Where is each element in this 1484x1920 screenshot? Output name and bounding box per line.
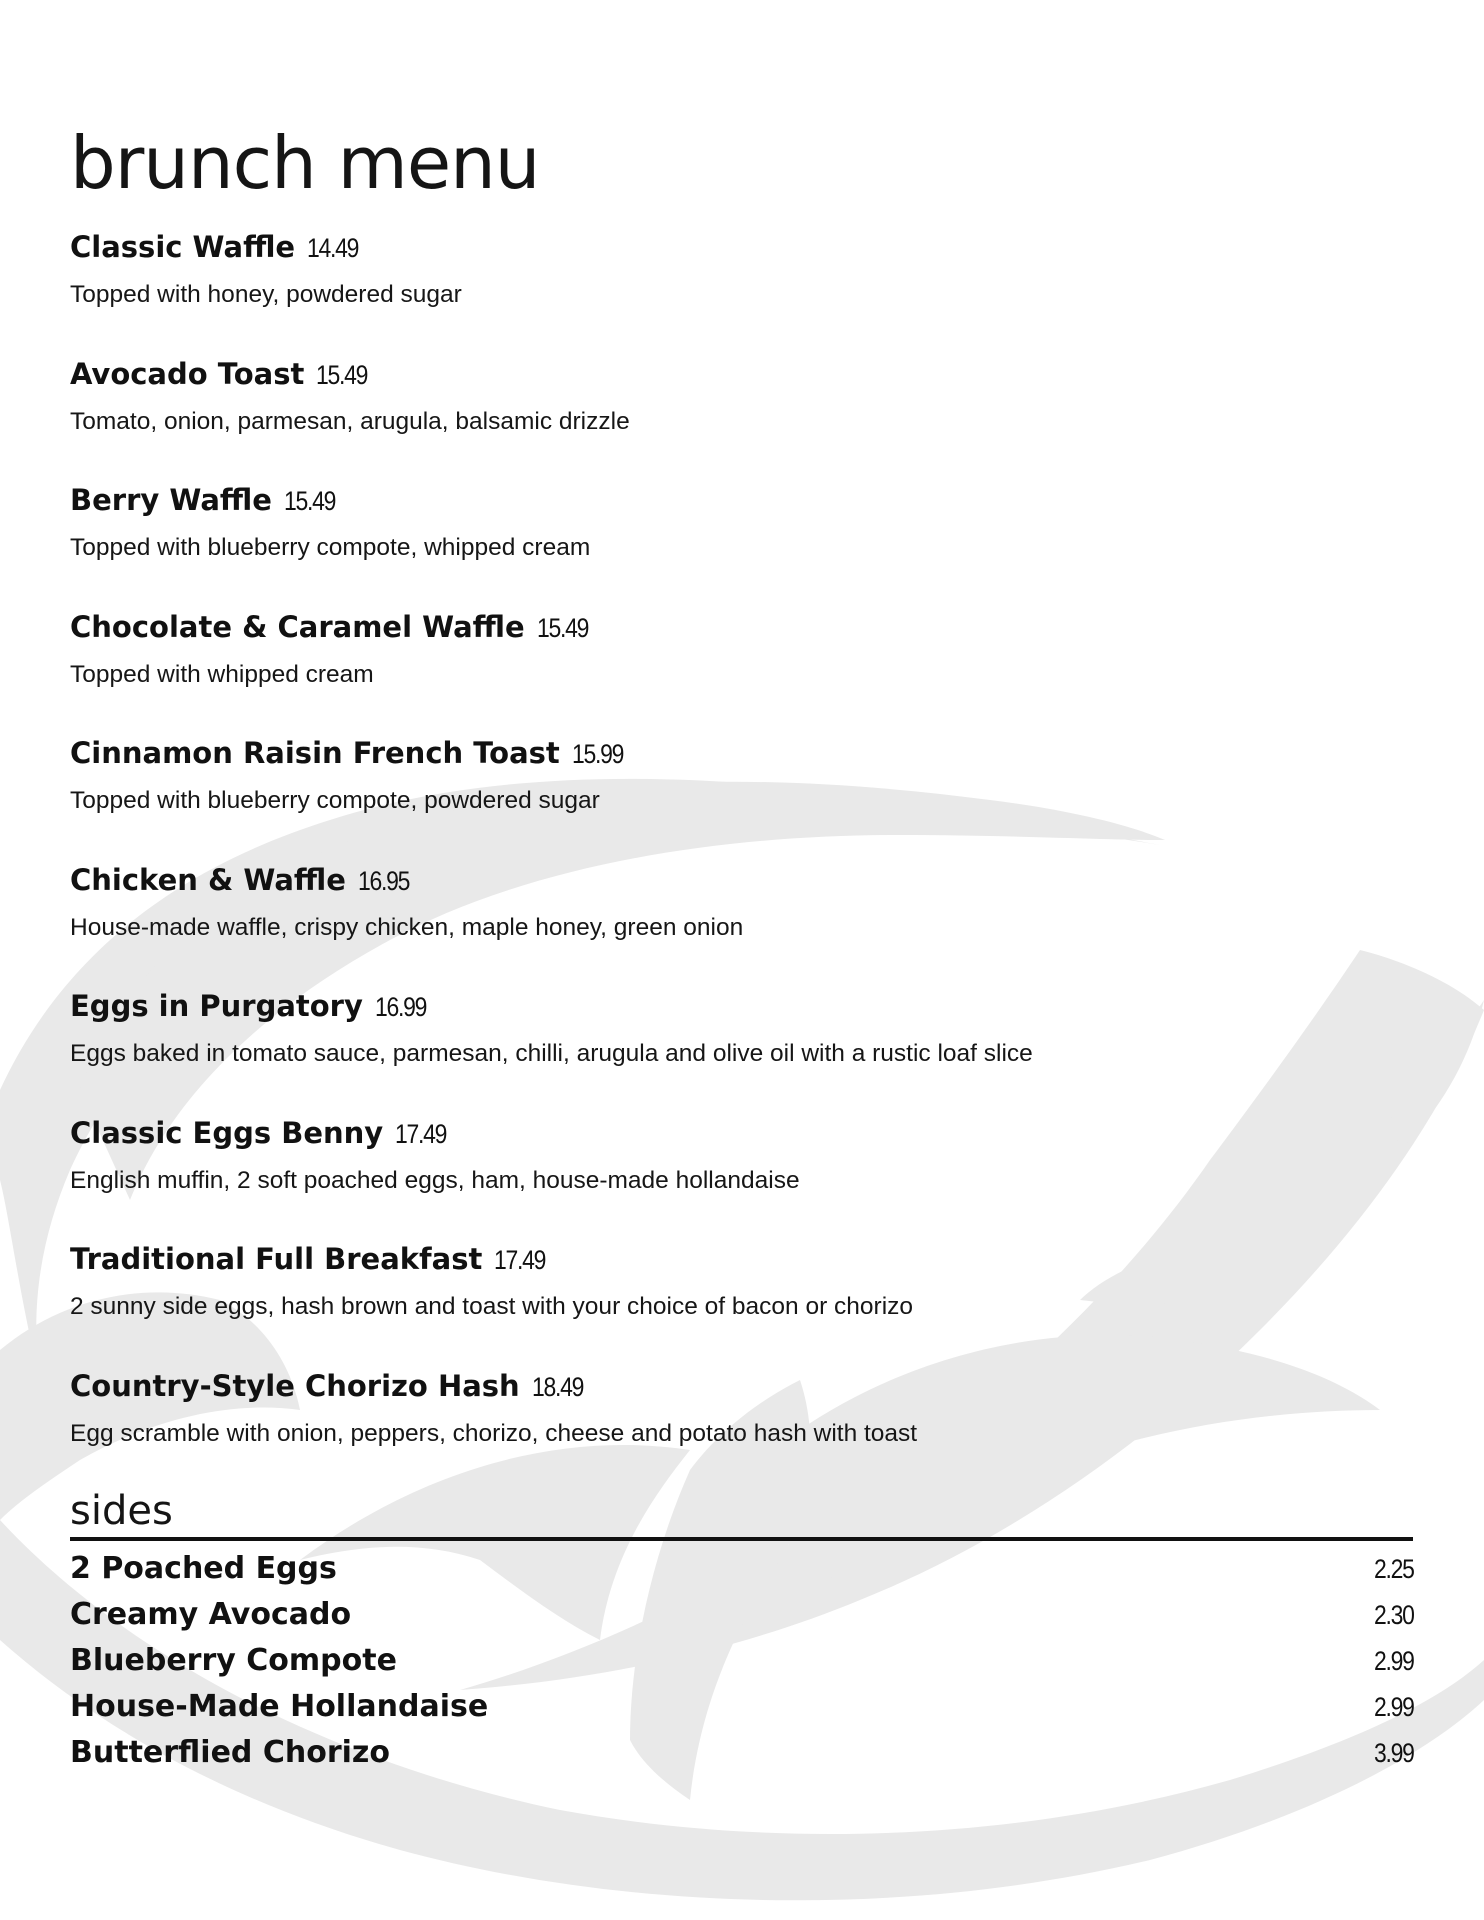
item-price: 17.49 — [395, 1118, 447, 1149]
item-description: 2 sunny side eggs, hash brown and toast with your choice of bacon or chorizo — [70, 1293, 914, 1320]
side-price: 2.25 — [1374, 1554, 1414, 1584]
side-price: 2.99 — [1374, 1646, 1414, 1676]
sides-section — [70, 1487, 1414, 1781]
side-item — [70, 1551, 1414, 1597]
side-price: 2.30 — [1374, 1600, 1414, 1630]
menu-item — [70, 610, 1414, 737]
item-price: 16.95 — [357, 865, 410, 896]
side-item — [70, 1597, 1414, 1643]
item-name: Chicken & Waffle — [70, 862, 346, 897]
menu-item — [70, 989, 1414, 1116]
side-item — [70, 1643, 1414, 1689]
menu-item — [70, 1116, 1414, 1243]
item-name: Berry Waffle — [70, 483, 272, 517]
item-price: 16.99 — [374, 992, 426, 1022]
menu-item — [70, 736, 1414, 863]
item-description: Topped with blueberry compote, whipped cream — [70, 534, 591, 561]
item-name: Eggs in Purgatory — [70, 989, 363, 1023]
menu-title: brunch menu — [70, 121, 540, 205]
item-name: Country-Style Chorizo Hash — [70, 1368, 520, 1403]
side-item — [70, 1689, 1414, 1735]
item-price: 15.49 — [316, 359, 368, 390]
sides-heading: sides — [70, 1488, 173, 1534]
item-name: Avocado Toast — [70, 356, 305, 391]
item-description: Eggs baked in tomato sauce, parmesan, chilli, arugula and olive oil with a rustic loaf slice — [70, 1040, 1033, 1067]
menu-item — [70, 483, 1414, 610]
side-name: Blueberry Compote — [70, 1643, 397, 1678]
menu-item — [70, 1369, 1414, 1496]
item-description: English muffin, 2 soft poached eggs, ham, house-made hollandaise — [70, 1166, 800, 1194]
menu-page — [70, 118, 1414, 1781]
menu-items-list — [70, 230, 1414, 1495]
menu-item — [70, 863, 1414, 990]
item-name: Classic Waffle — [70, 230, 296, 264]
item-price: 15.49 — [536, 612, 588, 643]
item-name: Traditional Full Breakfast — [70, 1242, 483, 1276]
side-name: Butterflied Chorizo — [70, 1735, 390, 1770]
menu-item — [70, 230, 1414, 357]
side-price: 2.99 — [1374, 1692, 1414, 1722]
item-price: 17.49 — [494, 1245, 546, 1275]
side-name: Creamy Avocado — [70, 1597, 352, 1632]
item-price: 15.99 — [571, 739, 623, 769]
item-description: Egg scramble with onion, peppers, chorizo, cheese and potato hash with toast — [70, 1419, 918, 1447]
item-price: 18.49 — [531, 1371, 583, 1402]
sides-divider — [70, 1537, 1413, 1541]
side-name: 2 Poached Eggs — [70, 1551, 337, 1586]
item-description: Topped with whipped cream — [70, 660, 374, 688]
side-item — [70, 1735, 1414, 1781]
menu-item — [70, 357, 1414, 484]
item-price: 14.49 — [307, 233, 359, 263]
item-description: Topped with honey, powdered sugar — [70, 281, 462, 308]
menu-item — [70, 1242, 1414, 1369]
item-description: Topped with blueberry compote, powdered sugar — [70, 787, 600, 814]
item-name: Cinnamon Raisin French Toast — [70, 736, 560, 770]
item-price: 15.49 — [283, 486, 336, 516]
side-name: House-Made Hollandaise — [70, 1689, 489, 1724]
item-name: Classic Eggs Benny — [70, 1115, 384, 1150]
item-description: Tomato, onion, parmesan, arugula, balsamic drizzle — [70, 407, 630, 435]
item-description: House-made waffle, crispy chicken, maple honey, green onion — [70, 913, 744, 941]
item-name: Chocolate & Caramel Waffle — [70, 609, 525, 644]
side-price: 3.99 — [1374, 1738, 1414, 1768]
